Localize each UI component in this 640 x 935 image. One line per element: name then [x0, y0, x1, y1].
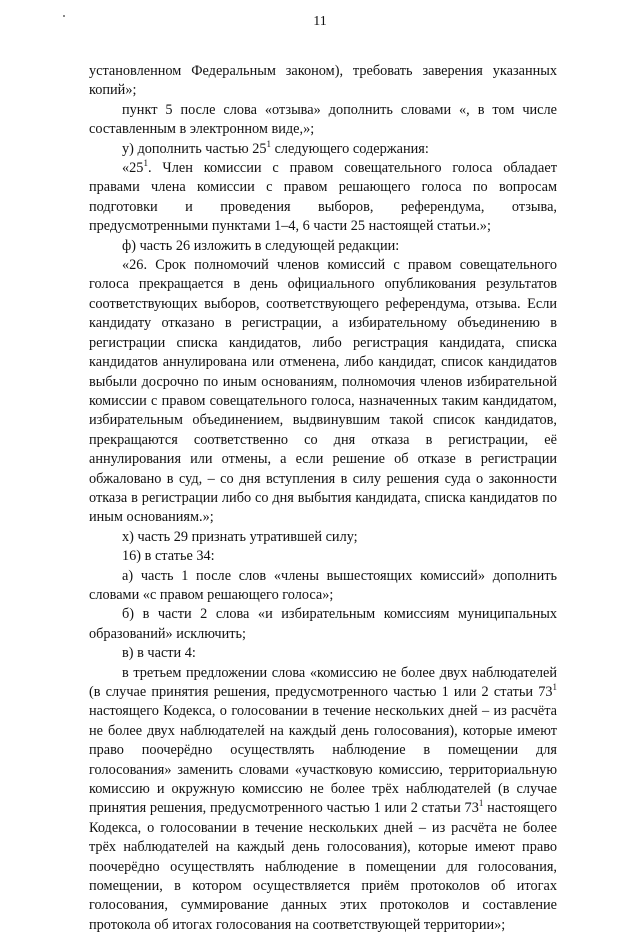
superscript: 1 [552, 682, 557, 693]
paragraph-text: х) часть 29 признать утратившей силу; [122, 528, 358, 545]
paragraph-text: «25 [122, 160, 144, 177]
paragraph [89, 159, 557, 237]
paragraph [89, 528, 557, 547]
superscript: 1 [143, 158, 148, 169]
paragraph-text: у) дополнить частью 25 [122, 140, 267, 157]
paragraph-text: . Член комиссии с правом совещательного голоса обладает правами члена комиссии с правом решающего голоса по вопросам подготовки и проведения выборов, референдума, отзыва, предусмотренными пунктами 1–4, 6 части 25 настоящей статьи.»; [89, 160, 557, 235]
paragraph-text: настоящего Кодекса, о голосовании в течение нескольких дней – из расчёта не более трёх наблюдателей на каждый день голосования), которые имеют право поочерёдно осуществлять наблюдение в помещении для голосования, помещении, в котором осуществляется приём протоколов об итогах голосования, суммирование данных этих протоколов и составление протокола об итогах голосования на соответствующей территории»; [89, 800, 557, 933]
page-number: 11 [313, 14, 327, 29]
paragraph [89, 237, 557, 256]
paragraph [89, 101, 557, 140]
paragraph [89, 62, 557, 101]
paragraph-text: а) часть 1 после слов «члены вышестоящих комиссий» дополнить словами «с правом решающего голоса»; [89, 567, 557, 603]
paragraph [89, 605, 557, 644]
superscript: 1 [266, 138, 271, 149]
paragraph-text: ф) часть 26 изложить в следующей редакции: [122, 237, 400, 254]
paragraph-text: пункт 5 после слова «отзыва» дополнить словами «, в том числе составленным в электронном виде,»; [89, 101, 557, 138]
paragraph [89, 664, 557, 935]
superscript: 1 [478, 798, 484, 809]
paragraph [89, 140, 557, 159]
paragraph [89, 547, 557, 566]
document-body [89, 62, 557, 935]
paragraph-text: в третьем предложении слова «комиссию не более двух наблюдателей (в случае принятия решения, предусмотренного частью 1 или 2 статьи 73 [89, 664, 557, 700]
paragraph [89, 644, 557, 663]
paragraph [89, 256, 557, 528]
paragraph-text: в) в части 4: [122, 645, 196, 662]
paragraph-text: 16) в статье 34: [122, 548, 215, 565]
paragraph-text: б) в части 2 слова «и избирательным комиссиям муниципальных образований» исключить; [89, 606, 557, 642]
paragraph-text: настоящего Кодекса, о голосовании в течение нескольких дней – из расчёта не более двух наблюдателей на каждый день голосования), которые имеют право поочерёдно осуществлять наблюдение в помещении для голосования» заменить словами «участковую комиссию, территориальную комиссию и окружную комиссию не более трёх наблюдателей (в случае принятия решения, предусмотренного частью 1 или 2 статьи 73 [89, 703, 557, 817]
paragraph [89, 567, 557, 606]
paragraph-text: «26. Срок полномочий членов комиссий с правом совещательного голоса прекращается в день официального опубликования результатов соответствующих выборов, соответствующего референдума, отзыва. Если кандидату отказано в регистрации, а избирательному объединению в регистрации списка кандидатов, либо регистрация кандидата, списка кандидатов аннулирована или отменена, либо кандидат, список кандидатов выбыли досрочно по иным основаниям, полномочия членов избирательной комиссии с правом совещательного голоса, назначенных таким кандидатом, избирательным объединением, выдвинувшим такой список кандидатов, прекращаются соответственно со дня отказа в регистрации, её аннулирования или отмены, а если решение об отказе в регистрации обжаловано в суд, – со дня вступления в силу решения суда о законности отказа в регистрации либо со дня выбытия кандидата, списка кандидатов по иным основаниям.»; [89, 257, 557, 526]
paragraph-text: установленном Федеральным законом), требовать заверения указанных копий»; [89, 63, 557, 99]
paragraph-text: следующего содержания: [271, 140, 429, 157]
